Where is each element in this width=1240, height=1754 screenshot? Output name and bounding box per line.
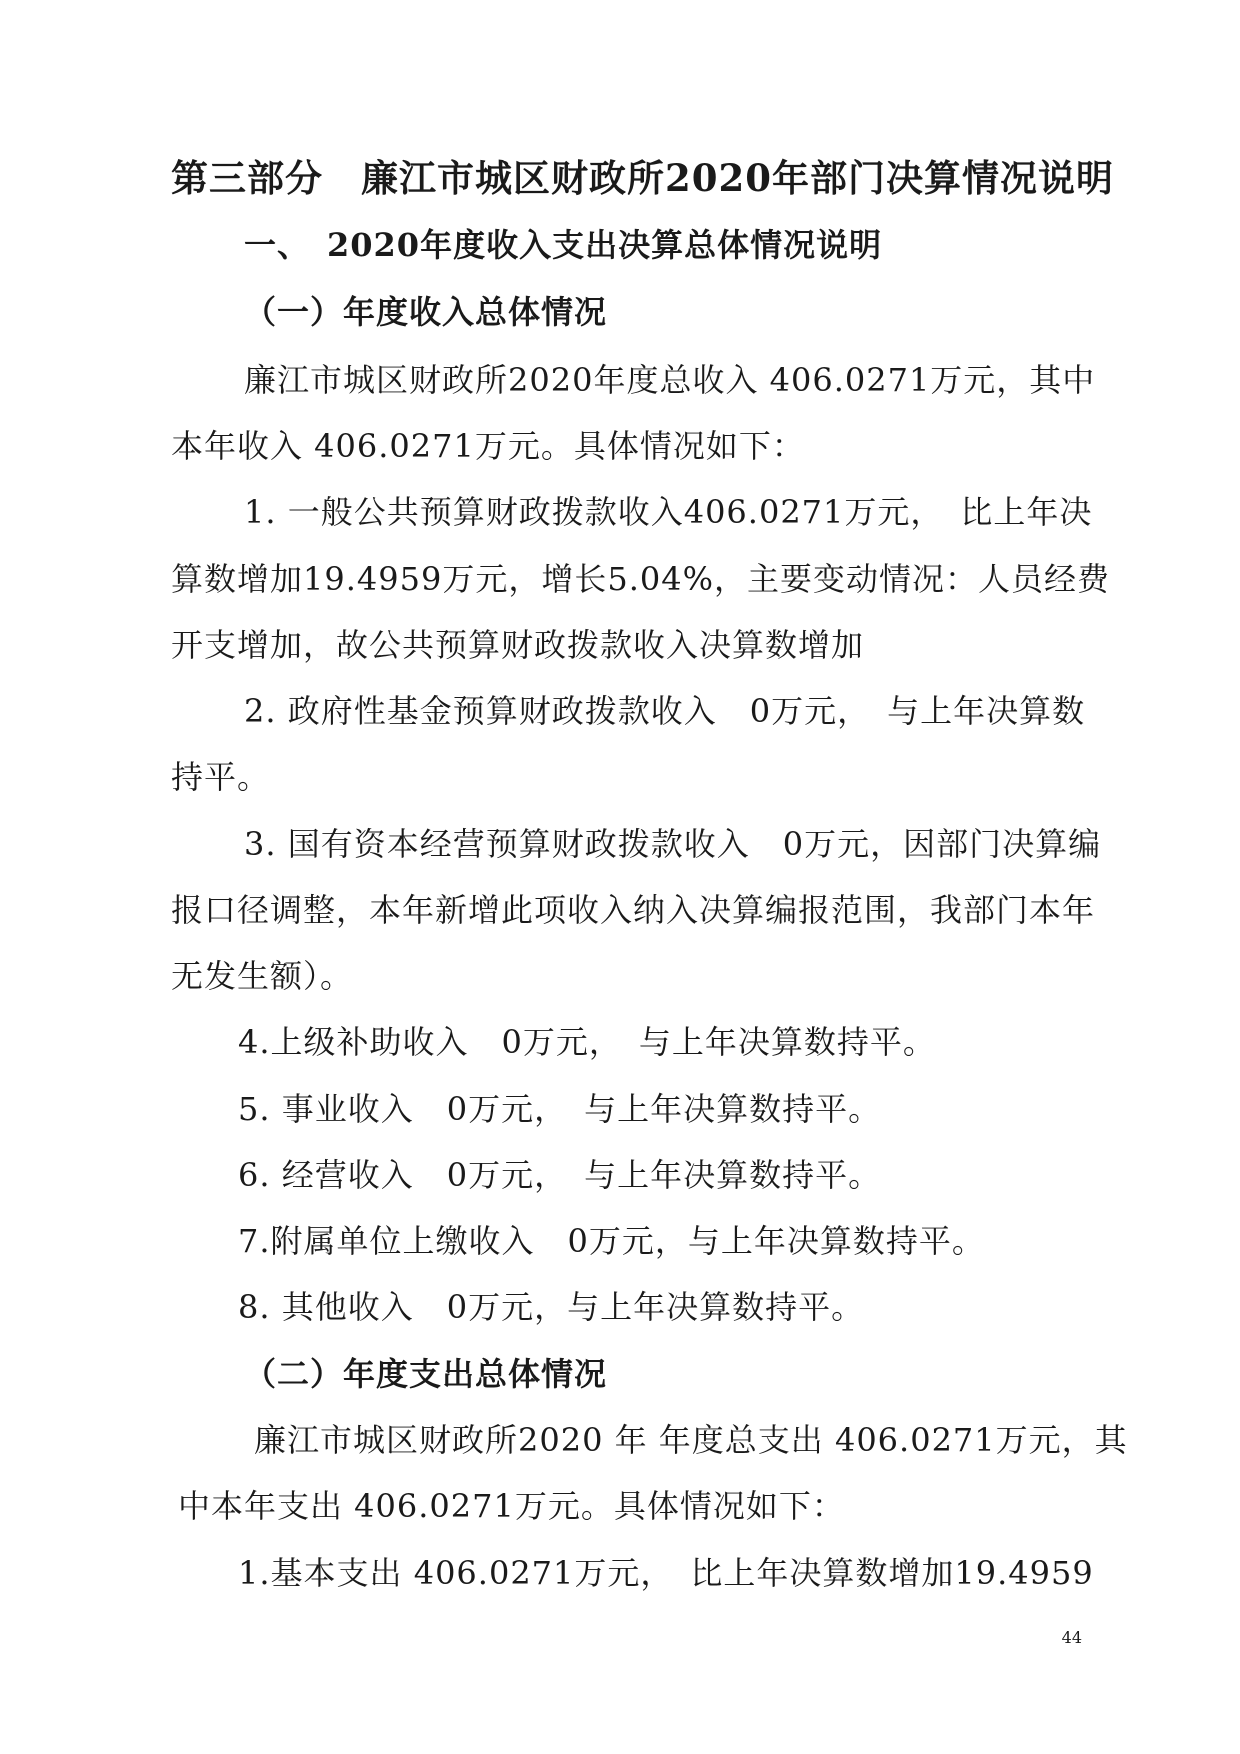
- income-item-6: 6. 经营收入 0万元， 与上年决算数持平。: [238, 1156, 882, 1194]
- expense-intro-line-1: 廉江市城区财政所2020 年 年度总支出 406.0271万元，其: [254, 1421, 1128, 1459]
- subheading-expense: （二）年度支出总体情况: [244, 1355, 608, 1393]
- income-item-1-line-2: 算数增加19.4959万元，增长5.04%，主要变动情况：人员经费: [171, 560, 1110, 598]
- income-item-7: 7.附属单位上缴收入 0万元，与上年决算数持平。: [238, 1222, 985, 1260]
- income-item-3-line-3: 无发生额）。: [171, 957, 354, 995]
- expense-intro-line-2: 中本年支出 406.0271万元。具体情况如下：: [178, 1487, 845, 1525]
- income-intro-line-1: 廉江市城区财政所2020年度总收入 406.0271万元，其中: [244, 361, 1096, 399]
- income-item-2-line-2: 持平。: [171, 758, 271, 796]
- subheading-income: （一）年度收入总体情况: [244, 293, 608, 331]
- income-item-5: 5. 事业收入 0万元， 与上年决算数持平。: [238, 1090, 882, 1128]
- section-heading-overview: 一、 2020年度收入支出决算总体情况说明: [244, 226, 883, 264]
- expense-item-1: 1.基本支出 406.0271万元， 比上年决算数增加19.4959: [238, 1554, 1094, 1592]
- income-intro-line-2: 本年收入 406.0271万元。具体情况如下：: [171, 427, 805, 465]
- income-item-3-line-2: 报口径调整，本年新增此项收入纳入决算编报范围，我部门本年: [171, 891, 1096, 929]
- income-item-8: 8. 其他收入 0万元，与上年决算数持平。: [238, 1288, 865, 1326]
- income-item-3-line-1: 3. 国有资本经营预算财政拨款收入 0万元，因部门决算编: [244, 825, 1102, 863]
- page-title: 第三部分 廉江市城区财政所2020年部门决算情况说明: [171, 156, 1114, 200]
- income-item-4: 4.上级补助收入 0万元， 与上年决算数持平。: [238, 1023, 936, 1061]
- income-item-1-line-3: 开支增加，故公共预算财政拨款收入决算数增加: [171, 626, 865, 664]
- income-item-2-line-1: 2. 政府性基金预算财政拨款收入 0万元， 与上年决算数: [244, 692, 1086, 730]
- income-item-1-line-1: 1. 一般公共预算财政拨款收入406.0271万元， 比上年决: [244, 493, 1093, 531]
- page-number: 44: [1061, 1628, 1082, 1647]
